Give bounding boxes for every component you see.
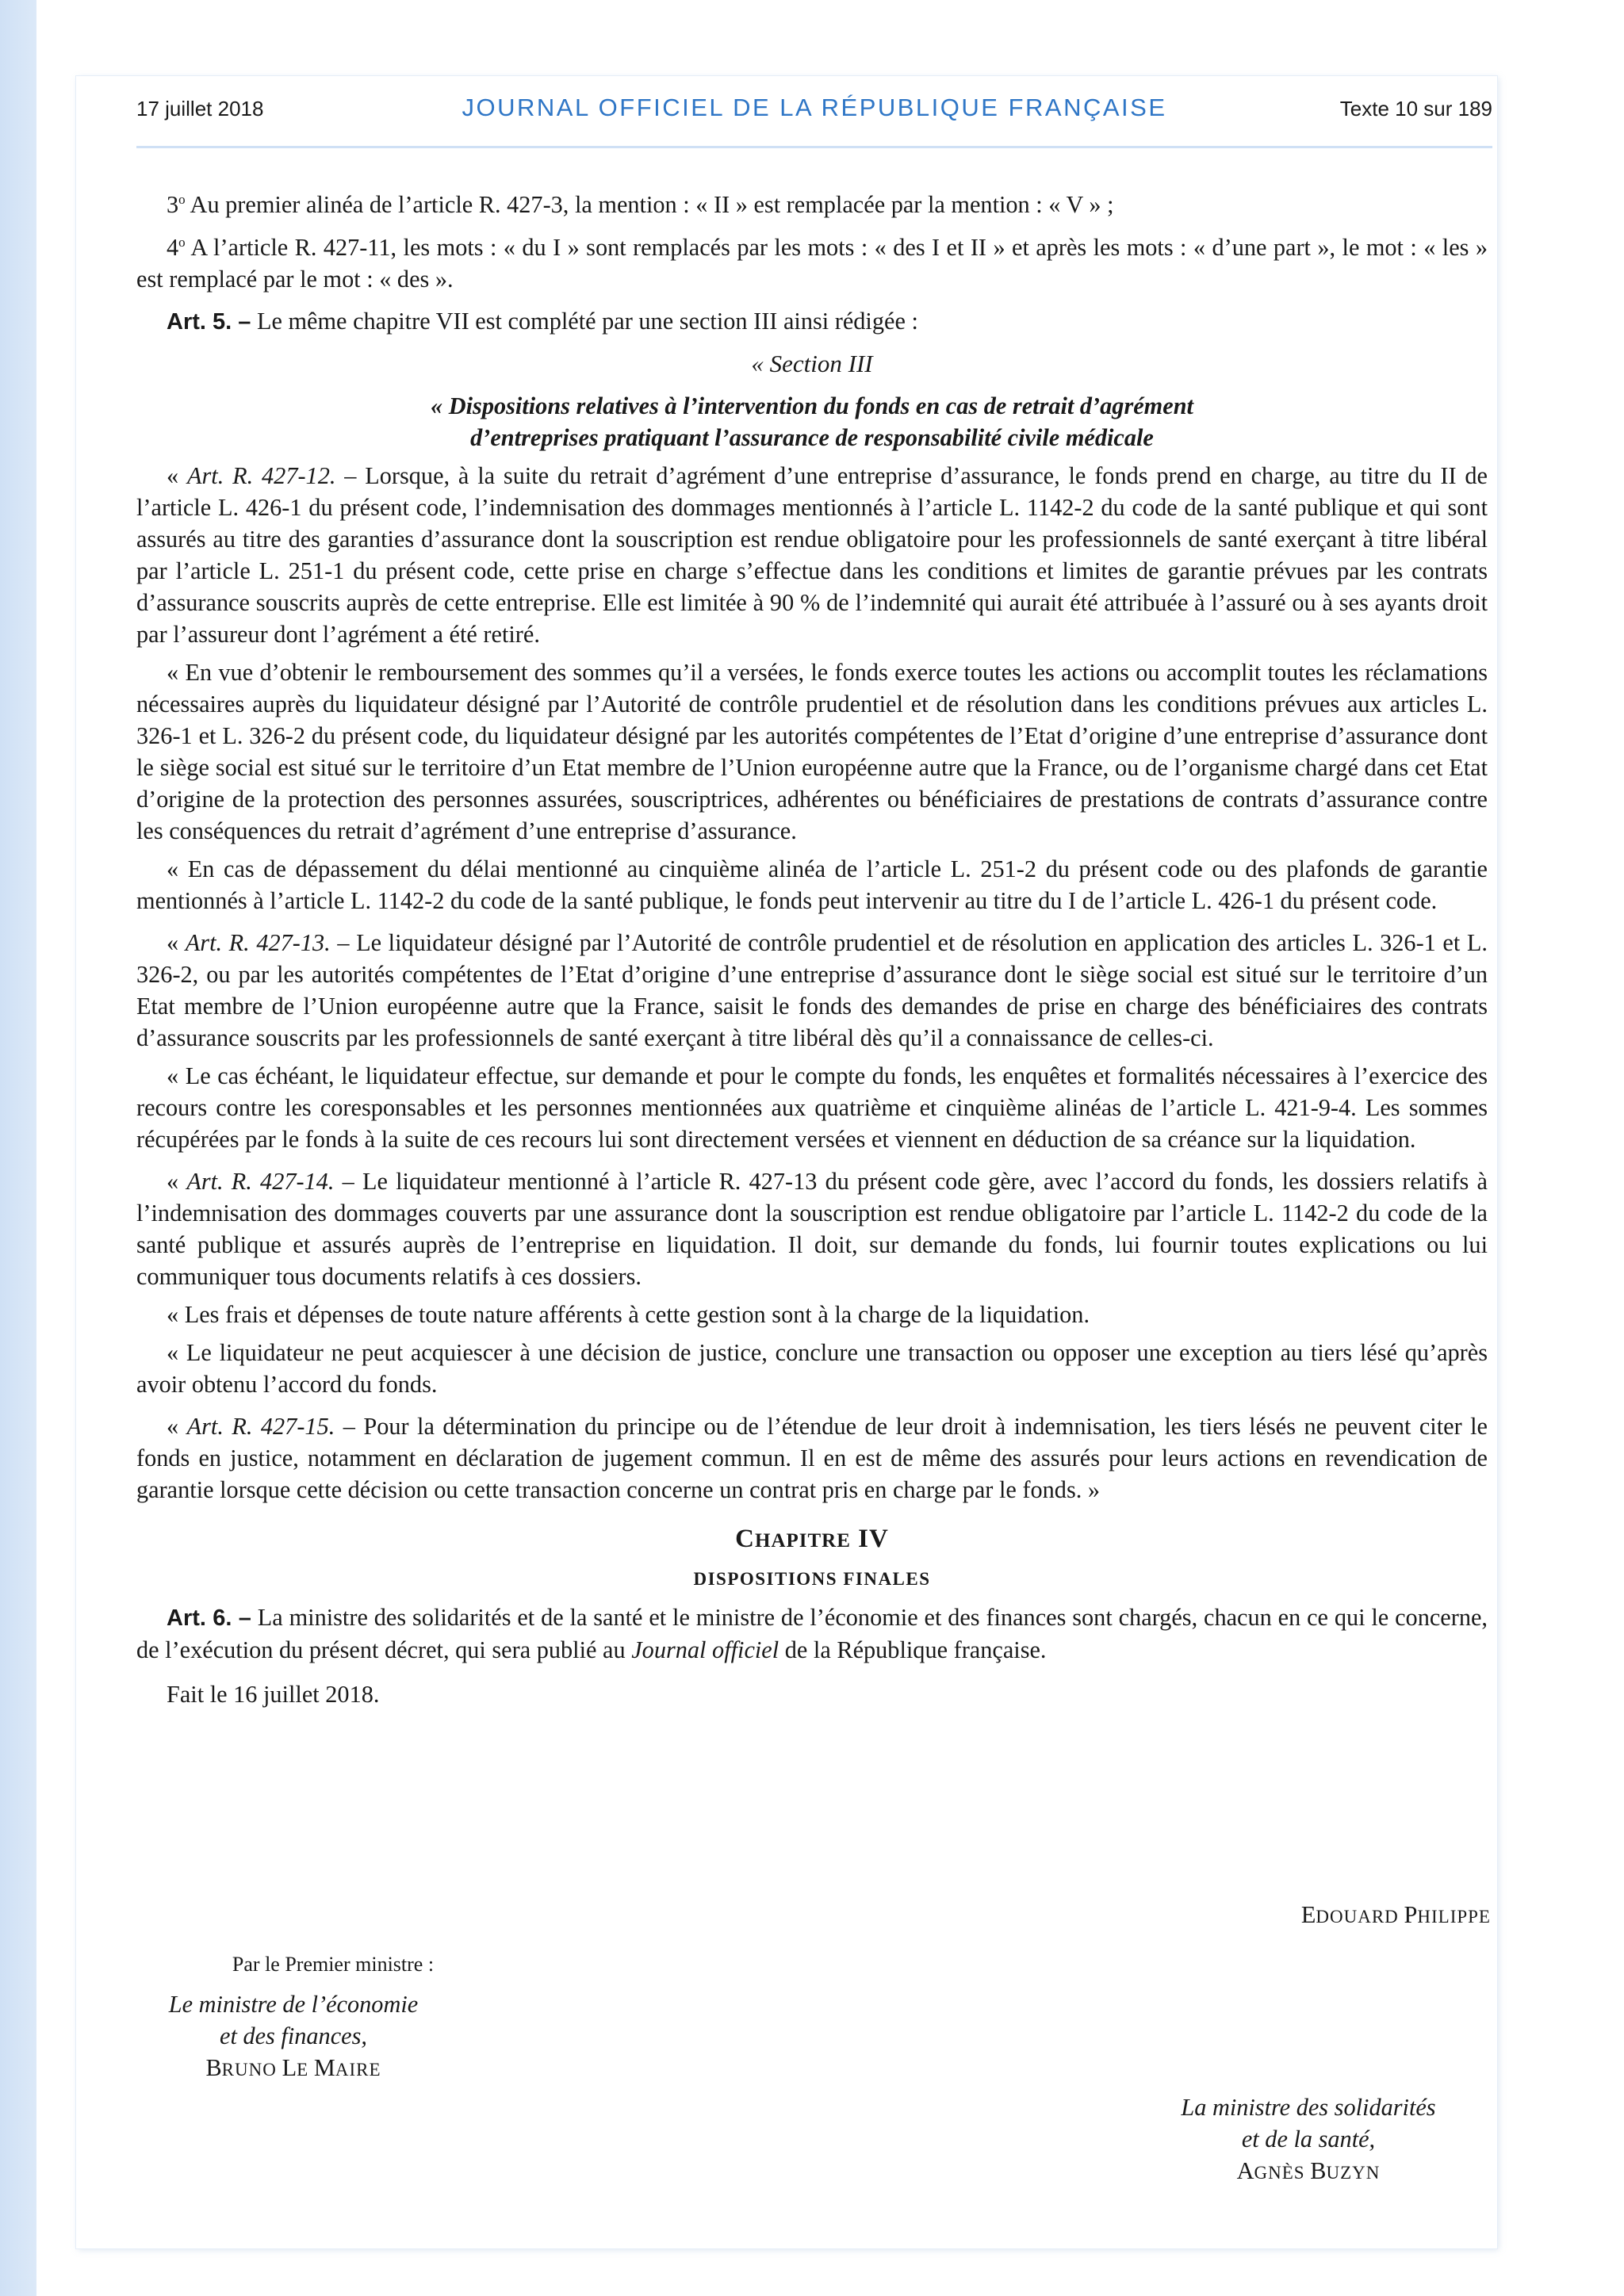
item-ordinal: o — [178, 235, 186, 251]
chapter-initial: C — [735, 1525, 755, 1554]
name-initial: B — [205, 2054, 222, 2081]
article-5 — [136, 305, 1488, 338]
journal-reference: Journal officiel — [631, 1636, 779, 1664]
name-initial: A — [1236, 2157, 1254, 2184]
item-number: 3 — [167, 191, 179, 219]
article-6 — [136, 1601, 1488, 1666]
paragraph-text: La ministre des solidarités et de la santé et le ministre de l’économie et des finances sont chargés, chacun en ce qui le concerne, de l’exécution du présent décret, qui sera publié au — [136, 1604, 1488, 1664]
article-label: Art. R. 427-12. — [186, 462, 336, 490]
article-label: Art. R. 427-15. — [186, 1413, 335, 1441]
signatory-name — [1142, 2155, 1475, 2189]
section-heading-line-1: « Dispositions relatives à l’intervention du fonds en cas de retrait d’agrément — [431, 392, 1193, 420]
article-r427-13 — [136, 927, 1488, 1054]
name-initial: P — [1404, 1901, 1418, 1928]
section-heading-line-2: d’entreprises pratiquant l’assurance de responsabilité civile médicale — [470, 424, 1154, 452]
chapter-word: HAPITRE — [755, 1530, 851, 1552]
title-line: La ministre des solidarités — [1181, 2094, 1436, 2121]
name-rest: DOUARD — [1316, 1907, 1404, 1927]
paragraph-text: – Le liquidateur désigné par l’Autorité de contrôle prudentiel et de résolution en application des articles L. 326-1 et L. 326-2, ou par les autorités compétentes de l’Etat d’origine d’une entreprise d’assurance dont le siège social est situé sur le territoire d’un Etat membre de l’Union européenne autre que la France, saisit le fonds des demandes de prise en charge des bénéficiaires des contrats d’assurance souscrits par les professionnels de santé exerçant à titre libéral dès qu’il a connaissance de celles-ci. — [136, 929, 1488, 1052]
title-line: et des finances, — [220, 2022, 367, 2049]
signature-premier-ministre — [1174, 1899, 1491, 1933]
name-rest: RUNO — [221, 2060, 282, 2080]
title-line: Le ministre de l’économie — [168, 1991, 419, 2018]
paragraph: « En vue d’obtenir le remboursement des sommes qu’il a versées, le fonds exerce toutes les actions ou accomplit toutes les réclamations nécessaires auprès du liquidateur désigné par l’Autorité de contrôle prudentiel et de résolution dans les conditions prévues aux articles L. 326-1 et L. 326-2 du présent code, du liquidateur désigné par les autorités compétentes de l’Etat d’origine d’une entreprise d’assurance dont le siège social est situé sur le territoire d’un Etat membre de l’Union européenne autre que la France, ou de l’organisme chargé dans cet Etat d’origine de la protection des personnes assurées, souscriptrices, adhérentes ou bénéficiaires de prestations de contrats d’assurance contre les conséquences du retrait d’agrément d’une entreprise d’assurance. — [136, 659, 1488, 845]
name-rest: UZYN — [1326, 2163, 1381, 2183]
name-rest: HILIPPE — [1417, 1907, 1491, 1927]
quote-open: « — [167, 462, 187, 490]
paragraph-text: A l’article R. 427-11, les mots : « du I » sont remplacés par les mots : « des I et II » et après les mots : « d’une part », le mot : « les » est remplacé par le mot : « des ». — [136, 234, 1488, 293]
article-r427-12 — [136, 460, 1488, 650]
paragraph: « Le liquidateur ne peut acquiescer à une décision de justice, conclure une transaction ou opposer une exception au tiers lésé qu’après avoir obtenu l’accord du fonds. — [136, 1339, 1488, 1399]
item-ordinal: o — [178, 192, 186, 207]
paragraph-text: de la République française. — [779, 1636, 1047, 1664]
paragraph-4 — [136, 227, 1488, 295]
quote-open: « — [167, 929, 186, 957]
paragraph: « En cas de dépassement du délai mentionné au cinquième alinéa de l’article L. 251-2 du présent code ou des plafonds de garantie mentionnés à l’article L. 1142-2 du code de la santé publique, le fonds peut intervenir au titre du I de l’article L. 426-1 du présent code. — [136, 855, 1488, 915]
name-initial: B — [1310, 2157, 1327, 2184]
paragraph-text: – Pour la détermination du principe ou de l’étendue de leur droit à indemnisation, les tiers lésés ne peuvent citer le fonds en justice, notamment en déclaration de jugement commun. Il en est de même des assurés pour leurs actions en revendication de garantie lorsque cette décision ou cette transaction concerne un contrat pris en charge par le fonds. » — [136, 1413, 1488, 1504]
paragraph-3 — [136, 184, 1488, 220]
paragraph-text: Le même chapitre VII est complété par une section III ainsi rédigée : — [251, 308, 918, 335]
name-initial: E — [1300, 1901, 1316, 1928]
par-le-label: Par le Premier ministre : — [232, 1953, 435, 1976]
name-initial: M — [313, 2054, 335, 2081]
article-r427-14 — [136, 1165, 1488, 1292]
chapter-subheading: DISPOSITIONS FINALES — [693, 1569, 931, 1590]
document-body — [136, 184, 1488, 1710]
article-label: Art. R. 427-14. — [186, 1168, 335, 1196]
name-rest: AIRE — [335, 2060, 381, 2080]
chapter-heading — [136, 1523, 1488, 1557]
page-header — [136, 86, 1492, 136]
paragraph-text: – Le liquidateur mentionné à l’article R. 427-13 du présent code gère, avec l’accord du fonds, les dossiers relatifs à l’indemnisation des dommages couverts par une assurance dont la souscription est rendue obligatoire par l’article L. 1142-2 du code de la santé publique et assurés auprès de l’entreprise en liquidation. Il doit, sur demande du fonds, lui fournir toutes explications ou lui communiquer tous documents relatifs à ces dossiers. — [136, 1168, 1488, 1291]
name-rest: GNÈS — [1254, 2163, 1311, 2183]
paragraph-text: Au premier alinéa de l’article R. 427-3, la mention : « II » est remplacée par la mention : « V » ; — [185, 191, 1114, 219]
signatory-name — [127, 2052, 460, 2086]
paragraph-text: – Lorsque, à la suite du retrait d’agrément d’une entreprise d’assurance, le fonds prend en charge, au titre du II de l’article L. 426-1 du présent code, l’indemnisation des dommages mentionnés à l’article L. 1142-2 du code de la santé publique et qui sont assurés au titre des garanties d’assurance dont la souscription est rendue obligatoire pour les professionnels de santé exerçant à titre libéral par l’article L. 251-1 du présent code, cette prise en charge s’effectue dans les conditions et limites de garantie prévues par les contrats d’assurance souscrits auprès de cette entreprise. Elle est limitée à 90 % de l’indemnité qui aurait été attribuée à l’assuré ou à ses ayants droit par l’assureur dont l’agrément a été retiré. — [136, 462, 1488, 649]
article-label: Art. 6. – — [167, 1605, 251, 1632]
article-label: Art. R. 427-13. — [185, 929, 331, 957]
name-rest: E — [297, 2060, 314, 2080]
paragraph: « Les frais et dépenses de toute nature afférents à cette gestion sont à la charge de la liquidation. — [167, 1301, 1090, 1329]
item-number: 4 — [167, 234, 179, 262]
signature-ministre-sante — [1142, 2091, 1475, 2189]
header-date: 17 juillet 2018 — [136, 97, 264, 121]
par-le-premier-ministre — [167, 1949, 500, 1980]
article-label: Art. 5. – — [167, 309, 251, 335]
signature-ministre-economie — [127, 1988, 460, 2086]
side-strip — [0, 0, 36, 2296]
article-r427-15 — [136, 1410, 1488, 1506]
quote-open: « — [167, 1168, 187, 1196]
texte-number: Texte 10 sur 189 — [1339, 97, 1492, 121]
chapter-number: IV — [850, 1525, 889, 1554]
section-title: « Section III — [751, 350, 873, 378]
header-rule — [136, 146, 1492, 148]
quote-open: « — [167, 1413, 187, 1441]
journal-title: JOURNAL OFFICIEL DE LA RÉPUBLIQUE FRANÇAISE — [462, 94, 1167, 121]
paragraph: « Le cas échéant, le liquidateur effectue, sur demande et pour le compte du fonds, les enquêtes et formalités nécessaires à l’exercice des recours contre les coresponsables et les personnes mentionnées aux quatrième et cinquième alinéas de l’article L. 421-9-4. Les sommes récupérées par le fonds à la suite de ces recours lui sont directement versées et viennent en déduction de sa créance sur la liquidation. — [136, 1062, 1488, 1154]
name-initial: L — [282, 2054, 297, 2081]
title-line: et de la santé, — [1241, 2126, 1376, 2152]
fait-le: Fait le 16 juillet 2018. — [167, 1681, 380, 1709]
